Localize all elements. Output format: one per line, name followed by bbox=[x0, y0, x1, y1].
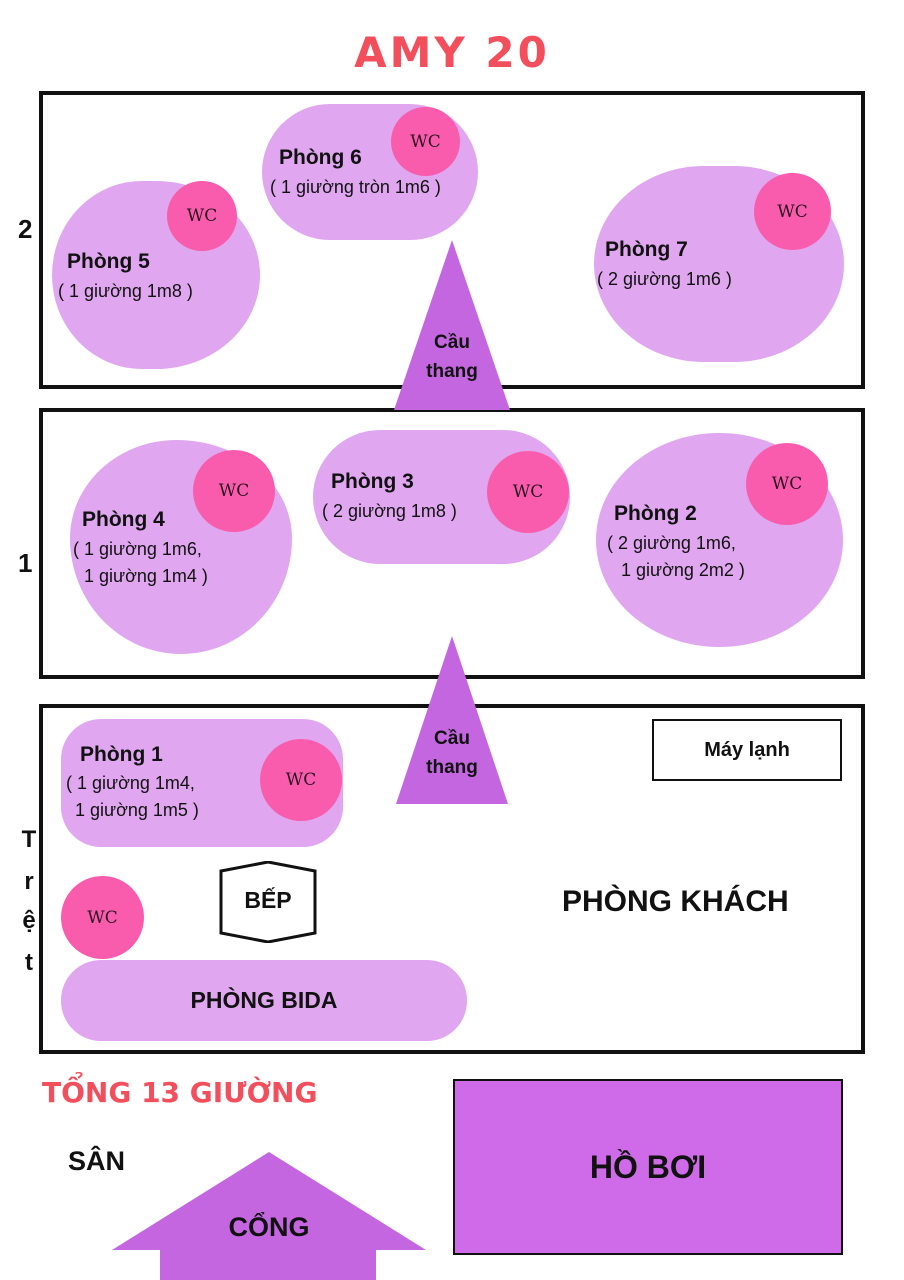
pool: HỒ BƠI bbox=[453, 1079, 843, 1255]
room-2-note-line2: 1 giường 2m2 ) bbox=[621, 560, 745, 580]
room-4-wc: WC bbox=[193, 450, 275, 532]
living-room-label: PHÒNG KHÁCH bbox=[562, 885, 789, 918]
ground-label-letter-2: r bbox=[24, 868, 34, 895]
room-2-wc: WC bbox=[746, 443, 828, 525]
room-4-note-line1: ( 1 giường 1m6, bbox=[73, 539, 202, 559]
billiard-room: PHÒNG BIDA bbox=[61, 960, 467, 1041]
room-2-note-line1: ( 2 giường 1m6, bbox=[607, 533, 736, 553]
ground-label-letter-1: T bbox=[21, 826, 37, 853]
air-conditioner-box: Máy lạnh bbox=[652, 719, 842, 781]
room-1-note-line1: ( 1 giường 1m4, bbox=[66, 773, 195, 793]
room-1-name: Phòng 1 bbox=[80, 743, 163, 766]
gate-label: CỔNG bbox=[228, 1212, 310, 1242]
stairs-upper-label-line2: thang bbox=[426, 361, 478, 382]
total-beds-label: TỔNG 13 GIƯỜNG bbox=[42, 1076, 318, 1109]
room-7-name: Phòng 7 bbox=[605, 238, 688, 261]
stairs-upper-label bbox=[392, 328, 512, 386]
room-3-name: Phòng 3 bbox=[331, 470, 414, 493]
ground-wc: WC bbox=[61, 876, 144, 959]
room-7-wc: WC bbox=[754, 173, 831, 250]
room-4-note-line2: 1 giường 1m4 ) bbox=[84, 566, 208, 586]
page-title: AMY 20 bbox=[354, 28, 550, 77]
yard-label: SÂN bbox=[68, 1146, 126, 1176]
room-7-note: ( 2 giường 1m6 ) bbox=[597, 269, 732, 289]
room-6-wc: WC bbox=[391, 107, 460, 176]
room-6-name: Phòng 6 bbox=[279, 146, 362, 169]
room-4-name: Phòng 4 bbox=[82, 508, 165, 531]
room-5-name: Phòng 5 bbox=[67, 250, 150, 273]
room-1-note-line2: 1 giường 1m5 ) bbox=[75, 800, 199, 820]
room-3-note: ( 2 giường 1m8 ) bbox=[322, 501, 457, 521]
floor-1-label: 1 bbox=[18, 548, 33, 578]
stairs-lower-label-line1: Cầu bbox=[434, 728, 470, 749]
room-1-wc: WC bbox=[260, 739, 342, 821]
room-6-note: ( 1 giường tròn 1m6 ) bbox=[270, 177, 441, 197]
room-2-name: Phòng 2 bbox=[614, 502, 697, 525]
kitchen-label: BẾP bbox=[244, 887, 292, 913]
ground-label-letter-3: ệ bbox=[22, 907, 36, 934]
stairs-lower-label bbox=[394, 724, 510, 782]
ground-label-letter-4: t bbox=[25, 949, 33, 976]
stairs-upper-label-line1: Cầu bbox=[434, 332, 470, 353]
room-5-note: ( 1 giường 1m8 ) bbox=[58, 281, 193, 301]
stairs-lower-label-line2: thang bbox=[426, 757, 478, 778]
room-3-wc: WC bbox=[487, 451, 569, 533]
floor-2-label: 2 bbox=[18, 214, 33, 244]
room-5-wc: WC bbox=[167, 181, 237, 251]
